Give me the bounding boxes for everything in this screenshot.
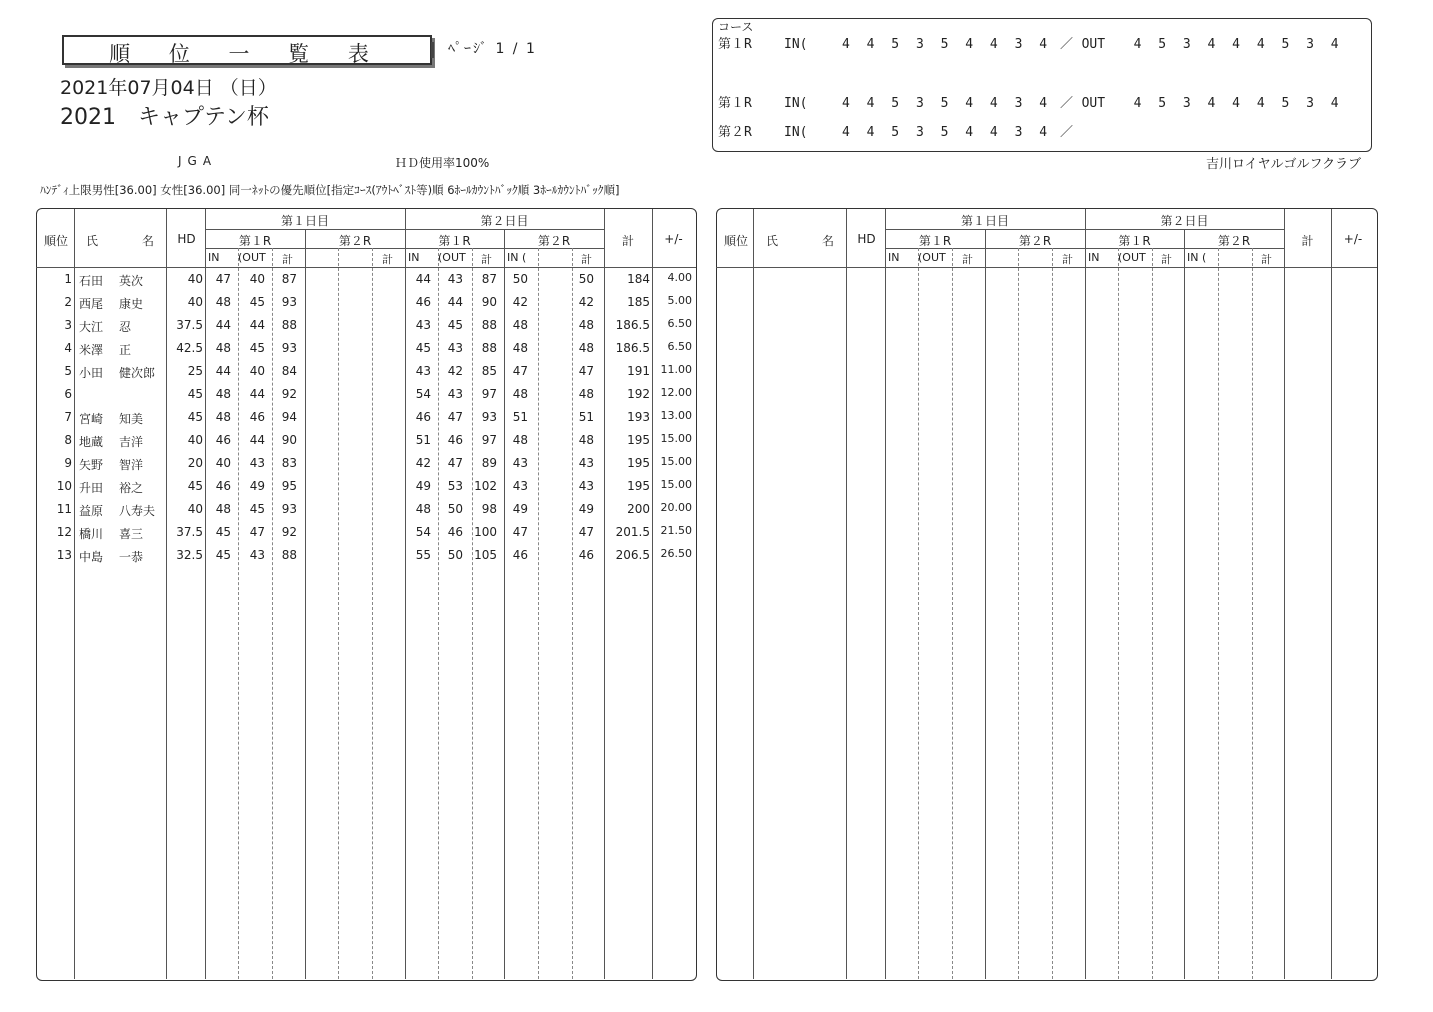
total-cell: 186.5 <box>615 341 650 355</box>
family-name-cell: 橋川 <box>79 527 104 541</box>
total-cell: 184 <box>627 272 650 286</box>
family-name-cell: 小田 <box>79 366 104 380</box>
family-name-cell: 石田 <box>79 274 104 288</box>
course-in-holes: 4 4 5 3 5 4 4 3 4 <box>842 96 1052 111</box>
in-subheader: IN ( <box>507 251 527 264</box>
day2-in-cell: 54 <box>415 387 431 401</box>
family-name-cell: 大江 <box>79 320 104 334</box>
course-round-label: 第２R <box>718 125 752 140</box>
diff-cell: 6.50 <box>667 340 692 353</box>
day1-in-cell: 48 <box>215 387 231 401</box>
sum-subheader: 計 <box>481 253 492 266</box>
total-cell: 195 <box>627 433 650 447</box>
rank-cell: 1 <box>64 272 72 286</box>
day1-sum-cell: 88 <box>281 548 297 562</box>
column-line <box>205 209 206 979</box>
day2-sum-cell: 88 <box>481 318 497 332</box>
day1-out-cell: 44 <box>249 433 265 447</box>
hd-cell: 42.5 <box>176 341 203 355</box>
course-round-label: 第１R <box>718 96 752 111</box>
diff-cell: 13.00 <box>660 409 692 422</box>
day2-round2-header: 第２R <box>537 234 571 248</box>
day1-round1-header: 第１R <box>918 234 952 248</box>
rank-cell: 8 <box>64 433 72 447</box>
given-name-cell: 一恭 <box>119 550 144 564</box>
day1-sum-cell: 94 <box>281 410 297 424</box>
day1-in-cell: 45 <box>215 548 231 562</box>
column-dash <box>438 248 439 979</box>
day1-in-cell: 46 <box>215 479 231 493</box>
day1-in-cell: 48 <box>215 410 231 424</box>
club-name: 吉川ロイヤルゴルフクラブ <box>1206 157 1362 172</box>
day1-sum-cell: 95 <box>281 479 297 493</box>
day1-sum-cell: 84 <box>281 364 297 378</box>
family-name-cell: 中島 <box>79 550 104 564</box>
day1-in-cell: 44 <box>215 318 231 332</box>
rank-cell: 5 <box>64 364 72 378</box>
diff-cell: 15.00 <box>660 478 692 491</box>
column-line <box>604 209 605 979</box>
rank-cell: 7 <box>64 410 72 424</box>
day2-sum-cell: 100 <box>474 525 497 539</box>
day2-round1-header: 第１R <box>1118 234 1151 248</box>
rank-cell: 3 <box>64 318 72 332</box>
day2-round2-in-cell: 48 <box>512 341 528 355</box>
day2-out-cell: 43 <box>447 341 463 355</box>
column-dash <box>1118 248 1119 979</box>
day1-out-cell: 43 <box>249 456 265 470</box>
day1-in-cell: 47 <box>215 272 231 286</box>
out-subheader: (OUT <box>918 251 946 264</box>
course-line <box>718 121 1082 140</box>
day2-out-cell: 50 <box>447 548 463 562</box>
total-cell: 206.5 <box>615 548 650 562</box>
sum-subheader: 計 <box>282 253 293 266</box>
day2-round2-in-cell: 51 <box>512 410 528 424</box>
rank-cell: 6 <box>64 387 72 401</box>
column-dash <box>918 248 919 979</box>
given-name-cell: 知美 <box>119 412 144 426</box>
day2-round2-in-cell: 43 <box>512 479 528 493</box>
diff-cell: 21.50 <box>660 524 692 537</box>
in-subheader: IN ( <box>1187 251 1207 264</box>
column-line <box>1085 209 1086 979</box>
total-cell: 200 <box>627 502 650 516</box>
day1-in-cell: 48 <box>215 502 231 516</box>
day2-out-cell: 46 <box>447 525 463 539</box>
hd-cell: 45 <box>187 387 203 401</box>
column-line <box>1284 209 1285 979</box>
total-cell: 186.5 <box>615 318 650 332</box>
course-separator: ／ <box>1060 96 1074 111</box>
day1-out-cell: 40 <box>249 364 265 378</box>
page-number: ﾍﾟｰｼﾞ 1 / 1 <box>448 41 537 57</box>
column-dash <box>572 248 573 979</box>
name-header-b: 名 <box>142 234 155 248</box>
day2-sum-cell: 87 <box>481 272 497 286</box>
total-cell: 193 <box>627 410 650 424</box>
day1-out-cell: 40 <box>249 272 265 286</box>
day1-out-cell: 47 <box>249 525 265 539</box>
course-title: コース <box>718 20 754 34</box>
column-line <box>985 229 986 979</box>
hd-cell: 45 <box>187 410 203 424</box>
day1-sum-cell: 93 <box>281 295 297 309</box>
hd-cell: 40 <box>187 295 203 309</box>
given-name-cell: 八寿夫 <box>119 504 156 518</box>
family-name-cell: 地蔵 <box>79 435 104 449</box>
out-subheader: (OUT <box>238 251 266 264</box>
column-dash <box>238 248 239 979</box>
rank-cell: 4 <box>64 341 72 355</box>
course-in-holes: 4 4 5 3 5 4 4 3 4 <box>842 37 1052 52</box>
course-in-label: IN( <box>784 96 808 111</box>
total-cell: 185 <box>627 295 650 309</box>
day2-in-cell: 54 <box>415 525 431 539</box>
day2-round2-header: 第２R <box>1217 234 1251 248</box>
day1-sum-cell: 83 <box>281 456 297 470</box>
sum-subheader: 計 <box>1062 253 1073 266</box>
ranking-table-right <box>716 208 1378 981</box>
day1-in-cell: 44 <box>215 364 231 378</box>
given-name-cell: 喜三 <box>119 527 144 541</box>
day2-round2-in-cell: 42 <box>512 295 528 309</box>
header-divider <box>36 267 696 268</box>
day2-round2-sum-cell: 48 <box>578 433 594 447</box>
column-line <box>753 209 754 979</box>
diff-cell: 15.00 <box>660 455 692 468</box>
column-dash <box>272 248 273 979</box>
day2-out-cell: 43 <box>447 272 463 286</box>
day1-out-cell: 45 <box>249 502 265 516</box>
column-line <box>166 209 167 979</box>
day2-in-cell: 46 <box>415 295 431 309</box>
day2-out-cell: 46 <box>447 433 463 447</box>
day2-round2-in-cell: 47 <box>512 364 528 378</box>
day2-out-cell: 53 <box>447 479 463 493</box>
hd-cell: 32.5 <box>176 548 203 562</box>
hd-cell: 37.5 <box>176 318 203 332</box>
out-subheader: (OUT <box>1118 251 1146 264</box>
name-header-a: 氏 <box>766 234 779 248</box>
rank-cell: 12 <box>56 525 72 539</box>
day1-out-cell: 43 <box>249 548 265 562</box>
given-name-cell: 智洋 <box>119 458 144 472</box>
day1-out-cell: 45 <box>249 341 265 355</box>
rank-header: 順位 <box>723 234 748 248</box>
day2-out-cell: 42 <box>447 364 463 378</box>
name-header-b: 名 <box>822 234 835 248</box>
diff-cell: 20.00 <box>660 501 692 514</box>
day2-round2-in-cell: 48 <box>512 318 528 332</box>
course-round-label: 第１R <box>718 37 752 52</box>
day2-in-cell: 46 <box>415 410 431 424</box>
diff-cell: 26.50 <box>660 547 692 560</box>
day2-round2-in-cell: 48 <box>512 433 528 447</box>
column-line <box>74 209 75 979</box>
total-header: 計 <box>621 234 634 248</box>
day2-round2-sum-cell: 51 <box>578 410 594 424</box>
day2-in-cell: 45 <box>415 341 431 355</box>
day2-out-cell: 47 <box>447 456 463 470</box>
column-dash <box>952 248 953 979</box>
day1-in-cell: 48 <box>215 295 231 309</box>
hd-cell: 40 <box>187 433 203 447</box>
given-name-cell: 康史 <box>119 297 144 311</box>
column-dash <box>538 248 539 979</box>
day1-sum-cell: 88 <box>281 318 297 332</box>
page-title: 順 位 一 覧 表 <box>109 42 385 66</box>
family-name-cell: 矢野 <box>79 458 104 472</box>
given-name-cell: 正 <box>119 343 132 357</box>
day1-sum-cell: 93 <box>281 341 297 355</box>
day1-in-cell: 45 <box>215 525 231 539</box>
column-line <box>846 209 847 979</box>
diff-cell: 6.50 <box>667 317 692 330</box>
day1-out-cell: 45 <box>249 295 265 309</box>
rank-cell: 9 <box>64 456 72 470</box>
day1-sum-cell: 87 <box>281 272 297 286</box>
hd-cell: 45 <box>187 479 203 493</box>
hd-usage-rate: ＨＤ使用率100% <box>395 156 490 170</box>
total-header: 計 <box>1301 234 1314 248</box>
day2-sum-cell: 102 <box>474 479 497 493</box>
in-subheader: IN <box>888 251 900 264</box>
column-line <box>305 229 306 979</box>
day2-round2-sum-cell: 47 <box>578 364 594 378</box>
day1-sum-cell: 92 <box>281 525 297 539</box>
course-in-label: IN( <box>784 37 808 52</box>
day2-round2-in-cell: 47 <box>512 525 528 539</box>
day2-round2-sum-cell: 42 <box>578 295 594 309</box>
day2-round2-in-cell: 46 <box>512 548 528 562</box>
day2-round2-sum-cell: 48 <box>578 387 594 401</box>
ranking-table-left <box>36 208 697 981</box>
day2-out-cell: 45 <box>447 318 463 332</box>
given-name-cell: 裕之 <box>119 481 144 495</box>
course-in-label: IN( <box>784 125 808 140</box>
column-dash <box>1152 248 1153 979</box>
hd-header: HD <box>177 232 196 246</box>
day2-sum-cell: 93 <box>481 410 497 424</box>
hd-header: HD <box>857 232 876 246</box>
day1-out-cell: 46 <box>249 410 265 424</box>
column-line <box>885 209 886 979</box>
day2-sum-cell: 85 <box>481 364 497 378</box>
column-line <box>405 209 406 979</box>
header-divider <box>716 267 1377 268</box>
day2-sum-cell: 97 <box>481 387 497 401</box>
out-subheader: (OUT <box>438 251 466 264</box>
day2-in-cell: 44 <box>415 272 431 286</box>
family-name-cell: 宮崎 <box>79 412 104 426</box>
column-dash <box>338 248 339 979</box>
day1-out-cell: 44 <box>249 387 265 401</box>
day1-in-cell: 48 <box>215 341 231 355</box>
column-line <box>652 209 653 979</box>
day2-out-cell: 50 <box>447 502 463 516</box>
total-cell: 195 <box>627 479 650 493</box>
day2-out-cell: 47 <box>447 410 463 424</box>
day2-in-cell: 43 <box>415 364 431 378</box>
day2-sum-cell: 97 <box>481 433 497 447</box>
given-name-cell: 吉洋 <box>119 435 144 449</box>
day1-sum-cell: 92 <box>281 387 297 401</box>
title-bar <box>431 42 434 58</box>
course-in-holes: 4 4 5 3 5 4 4 3 4 <box>842 125 1052 140</box>
day1-sum-cell: 90 <box>281 433 297 447</box>
rank-cell: 2 <box>64 295 72 309</box>
column-dash <box>1218 248 1219 979</box>
sum-subheader: 計 <box>1261 253 1272 266</box>
column-dash <box>372 248 373 979</box>
day2-in-cell: 51 <box>415 433 431 447</box>
column-dash <box>472 248 473 979</box>
day2-sum-cell: 98 <box>481 502 497 516</box>
given-name-cell: 英次 <box>119 274 144 288</box>
day2-in-cell: 43 <box>415 318 431 332</box>
day2-out-cell: 44 <box>447 295 463 309</box>
in-subheader: IN <box>1088 251 1100 264</box>
day1-header: 第１日目 <box>280 214 329 228</box>
in-subheader: IN <box>208 251 220 264</box>
rank-cell: 11 <box>56 502 72 516</box>
column-dash <box>1252 248 1253 979</box>
day2-header: 第２日目 <box>480 214 529 228</box>
total-cell: 195 <box>627 456 650 470</box>
day1-in-cell: 40 <box>215 456 231 470</box>
day2-round2-in-cell: 48 <box>512 387 528 401</box>
jga-label: JGA <box>178 154 218 168</box>
day2-round2-sum-cell: 50 <box>578 272 594 286</box>
course-out-holes: 4 5 3 4 4 4 5 3 4 <box>1133 96 1344 111</box>
course-out-label: OUT <box>1081 96 1106 111</box>
diff-cell: 4.00 <box>667 271 692 284</box>
day2-round2-sum-cell: 49 <box>578 502 594 516</box>
event-name: 2021 キャプテン杯 <box>60 105 269 130</box>
hd-cell: 37.5 <box>176 525 203 539</box>
course-out-label: OUT <box>1081 37 1106 52</box>
day1-round2-header: 第２R <box>338 234 372 248</box>
total-cell: 201.5 <box>615 525 650 539</box>
day2-round2-in-cell: 50 <box>512 272 528 286</box>
day2-sum-cell: 105 <box>474 548 497 562</box>
hd-cell: 25 <box>187 364 203 378</box>
course-out-holes: 4 5 3 4 4 4 5 3 4 <box>1133 37 1344 52</box>
course-separator: ／ <box>1060 125 1074 140</box>
total-cell: 191 <box>627 364 650 378</box>
family-name-cell: 益原 <box>79 504 104 518</box>
day2-out-cell: 43 <box>447 387 463 401</box>
day1-out-cell: 49 <box>249 479 265 493</box>
rank-cell: 13 <box>56 548 72 562</box>
column-line <box>504 229 505 979</box>
hd-cell: 40 <box>187 502 203 516</box>
sum-subheader: 計 <box>382 253 393 266</box>
day2-round2-in-cell: 43 <box>512 456 528 470</box>
day2-round2-sum-cell: 48 <box>578 318 594 332</box>
day2-in-cell: 48 <box>415 502 431 516</box>
day2-round2-sum-cell: 47 <box>578 525 594 539</box>
day2-round2-sum-cell: 46 <box>578 548 594 562</box>
day1-in-cell: 46 <box>215 433 231 447</box>
diff-cell: 12.00 <box>660 386 692 399</box>
rank-header: 順位 <box>43 234 68 248</box>
sum-subheader: 計 <box>581 253 592 266</box>
course-separator: ／ <box>1060 37 1074 52</box>
total-cell: 192 <box>627 387 650 401</box>
day2-in-cell: 55 <box>415 548 431 562</box>
day2-in-cell: 42 <box>415 456 431 470</box>
handicap-note: ﾊﾝﾃﾞｨ上限男性[36.00] 女性[36.00] 同一ﾈｯﾄの優先順位[指定ｺｰｽ(ｱｳﾄﾍﾞｽﾄ等)順 6ﾎｰﾙｶｳﾝﾄﾊﾞｯｸ順 3ﾎｰﾙｶｳﾝﾄﾊﾞｯｸ順] <box>40 183 620 197</box>
day1-sum-cell: 93 <box>281 502 297 516</box>
name-header-a: 氏 <box>86 234 99 248</box>
diff-header: +/- <box>664 232 683 246</box>
day2-round2-sum-cell: 43 <box>578 479 594 493</box>
day2-round2-in-cell: 49 <box>512 502 528 516</box>
diff-header: +/- <box>1343 232 1363 246</box>
day2-sum-cell: 88 <box>481 341 497 355</box>
day1-round2-header: 第２R <box>1018 234 1052 248</box>
diff-cell: 11.00 <box>660 363 692 376</box>
rank-cell: 10 <box>56 479 72 493</box>
column-line <box>1331 209 1332 979</box>
given-name-cell: 健次郎 <box>119 366 156 380</box>
day1-header: 第１日目 <box>960 214 1009 228</box>
day1-out-cell: 44 <box>249 318 265 332</box>
sum-subheader: 計 <box>1161 253 1172 266</box>
day2-round2-sum-cell: 43 <box>578 456 594 470</box>
column-line <box>1184 229 1185 979</box>
day2-in-cell: 49 <box>415 479 431 493</box>
column-dash <box>1052 248 1053 979</box>
column-dash <box>1018 248 1019 979</box>
family-name-cell: 升田 <box>79 481 104 495</box>
day2-round1-header: 第１R <box>438 234 471 248</box>
day2-header: 第２日目 <box>1160 214 1209 228</box>
hd-cell: 40 <box>187 272 203 286</box>
sum-subheader: 計 <box>962 253 973 266</box>
day1-round1-header: 第１R <box>238 234 272 248</box>
day2-sum-cell: 89 <box>481 456 497 470</box>
given-name-cell: 忍 <box>119 320 132 334</box>
diff-cell: 5.00 <box>667 294 692 307</box>
in-subheader: IN <box>408 251 420 264</box>
day2-sum-cell: 90 <box>481 295 497 309</box>
family-name-cell: 西尾 <box>79 297 104 311</box>
day2-round2-sum-cell: 48 <box>578 341 594 355</box>
family-name-cell: 米澤 <box>79 343 104 357</box>
hd-cell: 20 <box>187 456 203 470</box>
course-line <box>718 33 1343 52</box>
diff-cell: 15.00 <box>660 432 692 445</box>
course-line <box>718 92 1343 111</box>
title-box <box>62 35 432 65</box>
event-date: 2021年07月04日 （日） <box>60 77 277 99</box>
